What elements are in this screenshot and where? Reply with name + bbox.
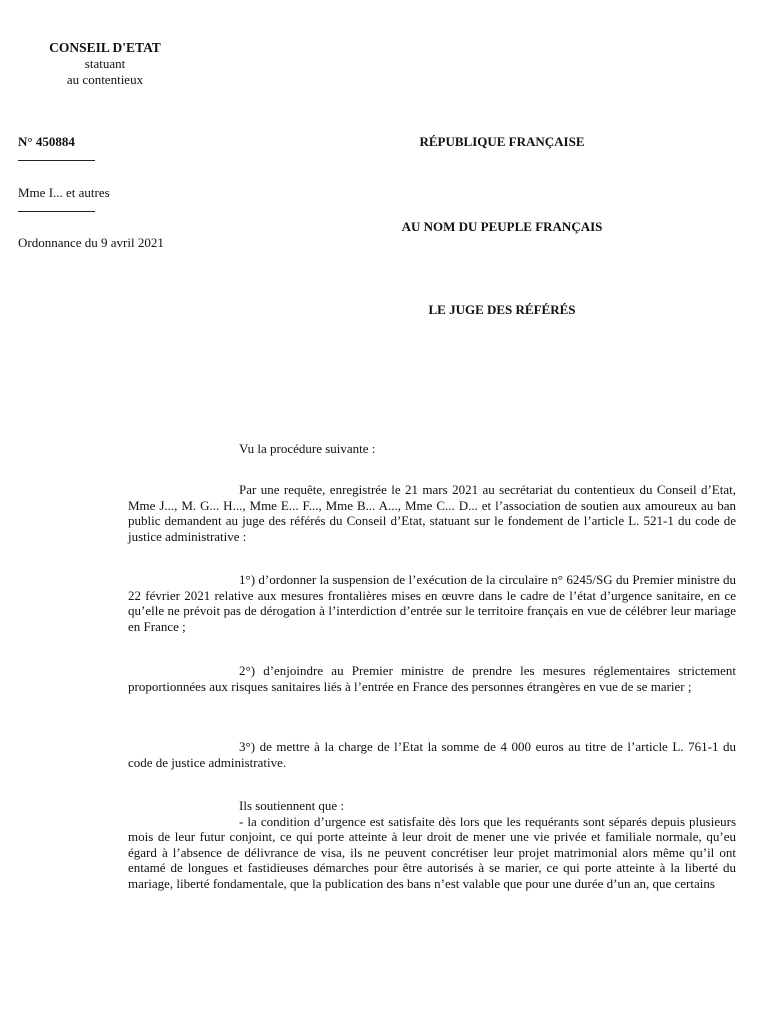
people-heading: AU NOM DU PEUPLE FRANÇAIS [401,219,603,234]
procedure-intro: Vu la procédure suivante : [239,441,376,456]
republic-heading: RÉPUBLIQUE FRANÇAISE [419,134,585,149]
paragraph-conclusion-1-text: 1°) d’ordonner la suspension de l’exécution de la circulaire n° 6245/SG du Premier ministre du 22 février 2021 relative aux mesures frontalières mises en œuvre dans le cadre de l’état d’urgence sanitaire, en ce qu’elle ne prévoit pas de dérogation à l’interdiction d’entrée sur le territoire français en vue de célébrer leur mariage en France ; [128,572,736,634]
paragraph-arguments [128,798,736,892]
case-number: N° 450884 [18,134,75,149]
paragraph-request [128,482,736,544]
order-date: Ordonnance du 9 avril 2021 [18,235,164,250]
paragraph-arguments-intro: Ils soutiennent que : [239,798,345,813]
paragraph-conclusion-2-text: 2°) d’enjoindre au Premier ministre de prendre les mesures réglementaires strictement proportionnées aux risques sanitaires liés à l’entrée en France des personnes étrangères en vue de se marier ; [128,663,736,694]
paragraph-conclusion-2 [128,663,736,694]
separator-1 [18,160,95,161]
parties: Mme I... et autres [18,185,110,200]
paragraph-conclusion-3 [128,739,736,770]
separator-2 [18,211,95,212]
paragraph-request-text: Par une requête, enregistrée le 21 mars 2021 au secrétariat du contentieux du Conseil d’Etat, Mme J..., M. G... H..., Mme E... F..., Mme B... A..., Mme C... D... et l’association de soutien aux amoureux au ban public demandent au juge des référés du Conseil d’Etat, statuant sur le fondement de l’article L. 521-1 du code de justice administrative : [128,482,736,544]
paragraph-urgency-argument: - la condition d’urgence est satisfaite dès lors que les requérants sont séparés depuis plusieurs mois de leur futur conjoint, ce qui porte atteinte à leur droit de mener une vie privée et familiale normale, qu’eu égard à l’absence de délivrance de visa, ils ne peuvent concrétiser leur projet matrimonial alors même qu’il ont entamé de longues et fastidieuses démarches pour être autorisés à se marier, ce qui porte atteinte à la liberté du mariage, liberté fondamentale, que la publication des bans n’est valable que pour une durée d’un an, que certains [128,813,736,891]
paragraph-conclusion-1 [128,572,736,634]
court-line-contentieux: au contentieux [66,72,144,87]
court-identity [30,40,180,88]
paragraph-conclusion-3-text: 3°) de mettre à la charge de l’Etat la somme de 4 000 euros au titre de l’article L. 761-1 du code de justice administrative. [128,739,736,770]
judge-heading: LE JUGE DES RÉFÉRÉS [428,302,576,317]
court-line-statuant: statuant [84,56,126,71]
court-name: CONSEIL D'ETAT [49,40,161,55]
